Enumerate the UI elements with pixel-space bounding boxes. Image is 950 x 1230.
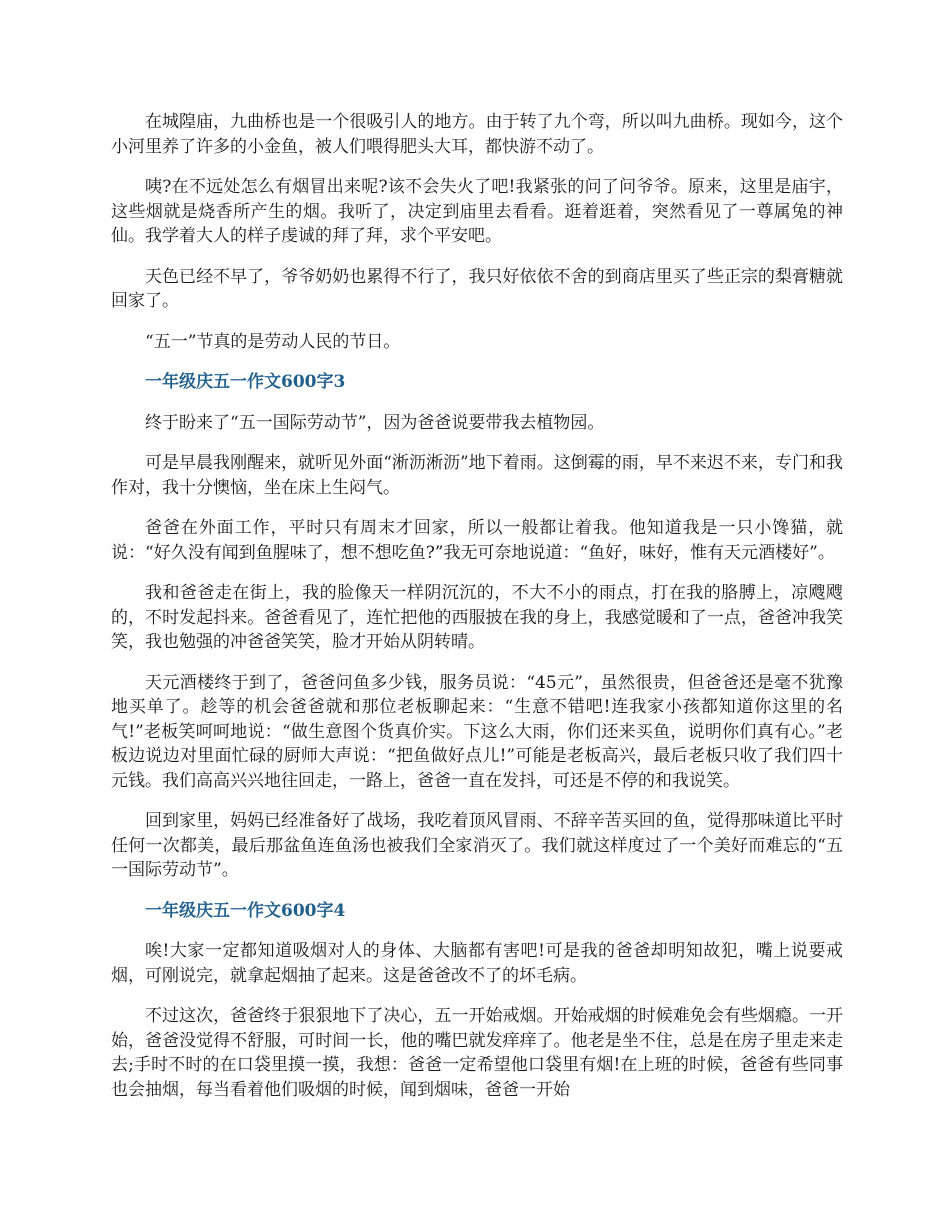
paragraph: 可是早晨我刚醒来，就听见外面“淅沥淅沥”地下着雨。这倒霉的雨，早不来迟不来，专门和我作对，我十分懊恼，坐在床上生闷气。 xyxy=(111,453,843,498)
paragraph: 爸爸在外面工作，平时只有周末才回家，所以一般都让着我。他知道我是一只小馋猫，就说：“好久没有闻到鱼腥味了，想不想吃鱼?”我无可奈地说道：“鱼好，味好，惟有天元酒楼好”。 xyxy=(111,518,843,563)
section-heading: 一年级庆五一作文600字3 xyxy=(145,372,346,392)
paragraph: 我和爸爸走在街上，我的脸像天一样阴沉沉的，不大不小的雨点，打在我的胳膊上，凉飕飕的，不时发起抖来。爸爸看见了，连忙把他的西服披在我的身上，我感觉暖和了一点，爸爸冲我笑笑，我也勉强的冲爸爸笑笑，脸才开始从阴转晴。 xyxy=(111,583,843,652)
paragraph: 终于盼来了“五一国际劳动节”，因为爸爸说要带我去植物园。 xyxy=(145,412,605,433)
paragraph: 回到家里，妈妈已经准备好了战场，我吃着顶风冒雨、不辞辛苦买回的鱼，觉得那味道比平时任何一次都美，最后那盆鱼连鱼汤也被我们全家消灭了。我们就这样度过了一个美好而难忘的“五一国际劳动节”。 xyxy=(111,811,843,880)
paragraph: 不过这次，爸爸终于狠狠地下了决心，五一开始戒烟。开始戒烟的时候难免会有些烟瘾。一开始，爸爸没觉得不舒服，可时间一长，他的嘴巴就发痒痒了。他老是坐不住，总是在房子里走来走去;手时不时的在口袋里摸一摸，我想：爸爸一定希望他口袋里有烟!在上班的时候，爸爸有些同事也会抽烟，每当看着他们吸烟的时候，闻到烟味，爸爸一开始 xyxy=(111,1006,843,1100)
document-page xyxy=(111,110,843,1118)
section-heading: 一年级庆五一作文600字4 xyxy=(145,900,346,921)
paragraph: 唉!大家一定都知道吸烟对人的身体、大脑都有害吧!可是我的爸爸却明知故犯，嘴上说要戒烟，可刚说完，就拿起烟抽了起来。这是爸爸改不了的坏毛病。 xyxy=(111,941,843,986)
paragraph: 天元酒楼终于到了，爸爸问鱼多少钱，服务员说：“45元”，虽然很贵，但爸爸还是毫不犹豫地买单了。趁等的机会爸爸就和那位老板聊起来：“生意不错吧!连我家小孩都知道你这里的名气!”老板笑呵呵地说：“做生意图个货真价实。下这么大雨，你们还来买鱼，说明你们真有心。”老板边说边对里面忙碌的厨师大声说：“把鱼做好点儿!”可能是老板高兴，最后老板只收了我们四十元钱。我们高高兴兴地往回走，一路上，爸爸一直在发抖，可还是不停的和我说笑。 xyxy=(111,672,843,791)
paragraph: 在城隍庙，九曲桥也是一个很吸引人的地方。由于转了九个弯，所以叫九曲桥。现如今，这个小河里养了许多的小金鱼，被人们喂得肥头大耳，都快游不动了。 xyxy=(111,112,843,157)
paragraph: “五一”节真的是劳动人民的节日。 xyxy=(145,331,401,352)
paragraph: 咦?在不远处怎么有烟冒出来呢?该不会失火了吧!我紧张的问了问爷爷。原来，这里是庙宇，这些烟就是烧香所产生的烟。我听了，决定到庙里去看看。逛着逛着，突然看见了一尊属兔的神仙。我学着大人的样子虔诚的拜了拜，求个平安吧。 xyxy=(111,177,843,246)
paragraph: 天色已经不早了，爷爷奶奶也累得不行了，我只好依依不舍的到商店里买了些正宗的梨膏糖就回家了。 xyxy=(111,266,843,311)
